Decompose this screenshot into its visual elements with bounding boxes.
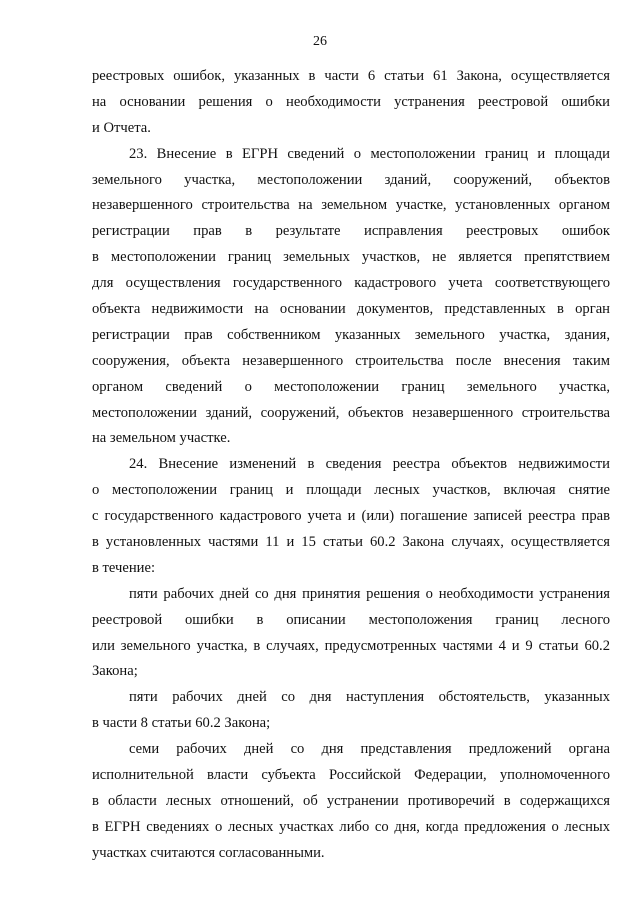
text-line: и Отчета. <box>92 119 151 136</box>
paragraph-p-24-item-3 <box>92 737 610 866</box>
text-line: в области лесных отношений, об устранении противоречий в содержащихся <box>92 792 610 809</box>
text-line: органом сведений о местоположении границ земельного участка, <box>92 378 610 395</box>
text-line: с государственного кадастрового учета и (или) погашение записей реестра прав <box>92 508 610 525</box>
text-line: незавершенного строительства на земельном участке, установленных органом <box>92 197 610 214</box>
text-line: в части 8 статьи 60.2 Закона; <box>92 715 271 732</box>
paragraph-p-24-item-1 <box>92 582 610 686</box>
text-line: на земельном участке. <box>92 430 231 447</box>
text-line: регистрации прав собственником указанных земельного участка, здания, <box>92 326 610 343</box>
paragraph-p-23 <box>92 142 610 453</box>
text-line: о местоположении границ и площади лесных участков, включая снятие <box>92 482 610 499</box>
text-line: на основании решения о необходимости устранения реестровой ошибки <box>92 93 610 110</box>
text-line: земельного участка, местоположении зданий, сооружений, объектов <box>92 171 610 188</box>
document-body <box>92 64 610 867</box>
text-line: объекта недвижимости на основании документов, представленных в орган <box>92 301 610 318</box>
page-number: 26 <box>313 34 327 49</box>
paragraph-p-continued <box>92 64 610 142</box>
text-line: или земельного участка, в случаях, предусмотренных частями 4 и 9 статьи 60.2 <box>92 637 610 654</box>
text-line: исполнительной власти субъекта Российской Федерации, уполномоченного <box>92 767 610 784</box>
paragraph-p-24-item-2 <box>92 685 610 737</box>
text-line: участках считаются согласованными. <box>92 844 325 861</box>
text-line: в местоположении границ земельных участков, не является препятствием <box>92 249 610 266</box>
text-line: пяти рабочих дней со дня наступления обстоятельств, указанных <box>129 689 610 706</box>
text-line: в ЕГРН сведениях о лесных участках либо со дня, когда предложения о лесных <box>92 818 610 835</box>
paragraph-p-24 <box>92 452 610 581</box>
text-line: пяти рабочих дней со дня принятия решения о необходимости устранения <box>129 585 610 602</box>
text-line: для осуществления государственного кадастрового учета соответствующего <box>92 275 610 292</box>
text-line: реестровых ошибок, указанных в части 6 статьи 61 Закона, осуществляется <box>92 68 610 84</box>
text-line: местоположении зданий, сооружений, объектов незавершенного строительства <box>92 404 610 421</box>
text-line: Закона; <box>92 663 138 680</box>
text-line: семи рабочих дней со дня представления предложений органа <box>129 741 610 758</box>
text-line: в течение: <box>92 559 155 576</box>
text-line: регистрации прав в результате исправления реестровых ошибок <box>92 223 610 240</box>
text-line: 24. Внесение изменений в сведения реестра объектов недвижимости <box>129 456 610 473</box>
text-line: реестровой ошибки в описании местоположения границ лесного <box>92 611 610 628</box>
text-line: в установленных частями 11 и 15 статьи 60.2 Закона случаях, осуществляется <box>92 534 610 551</box>
text-line: сооружения, объекта незавершенного строительства после внесения таким <box>92 352 610 369</box>
text-line: 23. Внесение в ЕГРН сведений о местоположении границ и площади <box>129 145 610 162</box>
